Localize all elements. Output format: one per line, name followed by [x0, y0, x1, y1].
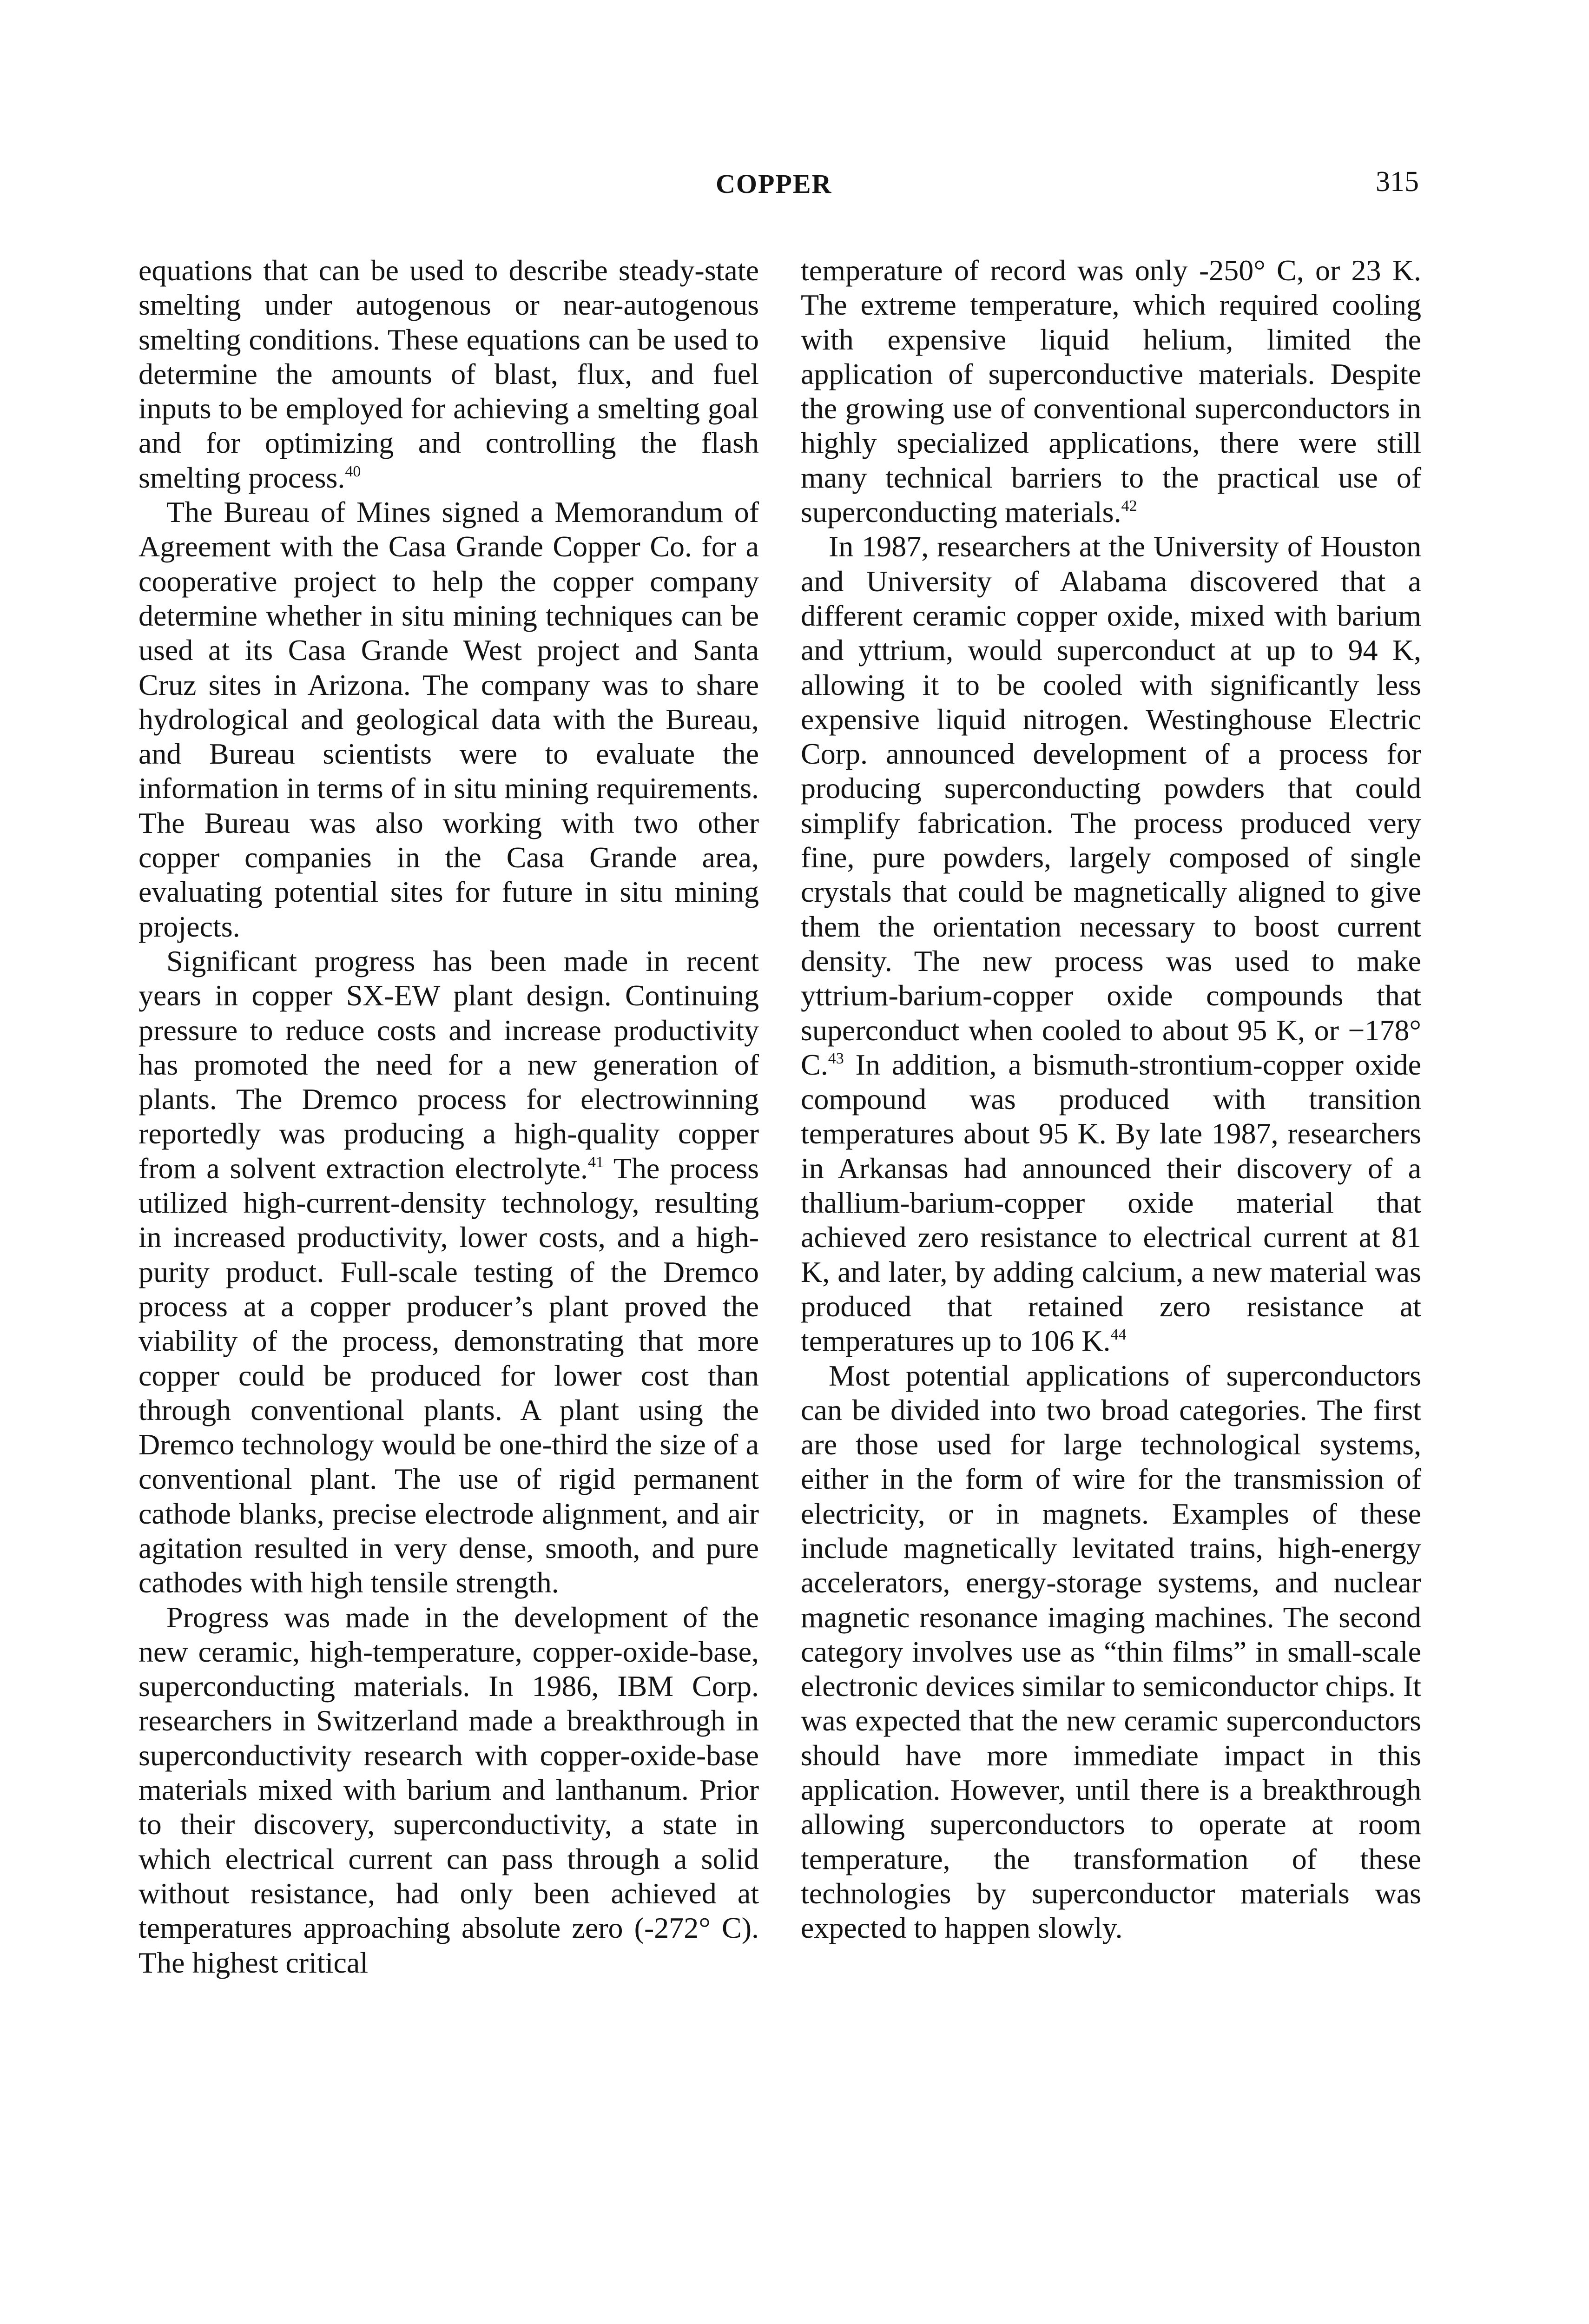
paragraph-text: equations that can be used to describe steady-state smelting under autogenous or near-autogenous smelting conditions. These equations can be used to determine the amounts of blast, flux, and fuel inputs to be employed for achieving a smelting goal and for optimizing and controlling the flash smelting process. — [138, 254, 759, 494]
paragraph-text: temperature of record was only -250° C, or 23 K. The extreme temperature, which required cooling with expensive liquid helium, limited the application of superconductive materials. Despite the growing use of conventional superconductors in highly specialized applications, there were still many technical barriers to the practical use of superconducting materials. — [801, 254, 1421, 529]
paragraph — [801, 529, 1421, 1358]
paragraph — [138, 495, 759, 944]
paragraph-text: Significant progress has been made in recent years in copper SX-EW plant design. Continuing pressure to reduce costs and increase productivity has promoted the need for a new generation of plants. The Dremco process for electrowinning reportedly was producing a high-quality copper from a solvent extraction electrolyte. — [138, 944, 759, 1185]
page-number: 315 — [1376, 166, 1419, 198]
paragraph — [138, 253, 759, 495]
paragraph-text: Progress was made in the development of the new ceramic, high-temperature, copper-oxide-base, superconducting materials. In 1986, IBM Corp. researchers in Switzerland made a breakthrough in superconductivity research with copper-oxide-base materials mixed with barium and lanthanum. Prior to their discovery, superconductivity, a state in which electrical current can pass through a solid without resistance, had only been achieved at temperatures approaching absolute zero (-272° C). The highest critical — [138, 1600, 759, 1979]
paragraph-text: The process utilized high-current-density technology, resulting in increased productivity, lower costs, and a high-purity product. Full-scale testing of the Dremco process at a copper producer’s plant proved the viability of the process, demonstrating that more copper could be produced for lower cost than through conventional plants. A plant using the Dremco technology would be one-third the size of a conventional plant. The use of rigid permanent cathode blanks, precise electrode alignment, and air agitation resulted in very dense, smooth, and pure cathodes with high tensile strength. — [138, 1151, 759, 1599]
running-head: COPPER — [716, 169, 832, 199]
paragraph-text: In addition, a bismuth-strontium-copper oxide compound was produced with transition temperatures about 95 K. By late 1987, researchers in Arkansas had announced their discovery of a thallium-barium-copper oxide material that achieved zero resistance to electrical current at 81 K, and later, by adding calcium, a new material was produced that retained zero resistance at temperatures up to 106 K. — [801, 1048, 1421, 1358]
paragraph-text: Most potential applications of superconductors can be divided into two broad categories. The first are those used for large technological systems, either in the form of wire for the transmission of electricity, or in magnets. Examples of these include magnetically levitated trains, high-energy accelerators, energy-storage systems, and nuclear magnetic resonance imaging machines. The second category involves use as “thin films” in small-scale electronic devices similar to semiconductor chips. It was expected that the new ceramic superconductors should have more immediate impact in this application. However, until there is a breakthrough allowing superconductors to operate at room temperature, the transformation of these technologies by superconductor materials was expected to happen slowly. — [801, 1359, 1421, 1945]
paragraph — [138, 944, 759, 1600]
paragraph — [801, 253, 1421, 529]
footnote-marker: 43 — [828, 1050, 844, 1067]
footnote-marker: 44 — [1110, 1326, 1127, 1344]
paragraph — [801, 1359, 1421, 1946]
paragraph-text: The Bureau of Mines signed a Memorandum of Agreement with the Casa Grande Copper Co. for a cooperative project to help the copper company determine whether in situ mining techniques can be used at its Casa Grande West project and Santa Cruz sites in Arizona. The company was to share hydrological and geological data with the Bureau, and Bureau scientists were to evaluate the information in terms of in situ mining requirements. The Bureau was also working with two other copper companies in the Casa Grande area, evaluating potential sites for future in situ mining projects. — [138, 495, 759, 943]
paragraph-text: In 1987, researchers at the University of Houston and University of Alabama discovered that a different ceramic copper oxide, mixed with barium and yttrium, would superconduct at up to 94 K, allowing it to be cooled with significantly less expensive liquid nitrogen. Westinghouse Electric Corp. announced development of a process for producing superconducting powders that could simplify fabrication. The process produced very fine, pure powders, largely composed of single crystals that could be magnetically aligned to give them the orientation necessary to boost current density. The new process was used to make yttrium-barium-copper oxide compounds that superconduct when cooled to about 95 K, or −178° C. — [801, 530, 1421, 1081]
left-column — [138, 253, 759, 1980]
right-column — [801, 253, 1421, 1946]
paragraph — [138, 1600, 759, 1980]
footnote-marker: 42 — [1121, 497, 1137, 515]
footnote-marker: 40 — [345, 462, 361, 480]
footnote-marker: 41 — [588, 1153, 604, 1171]
